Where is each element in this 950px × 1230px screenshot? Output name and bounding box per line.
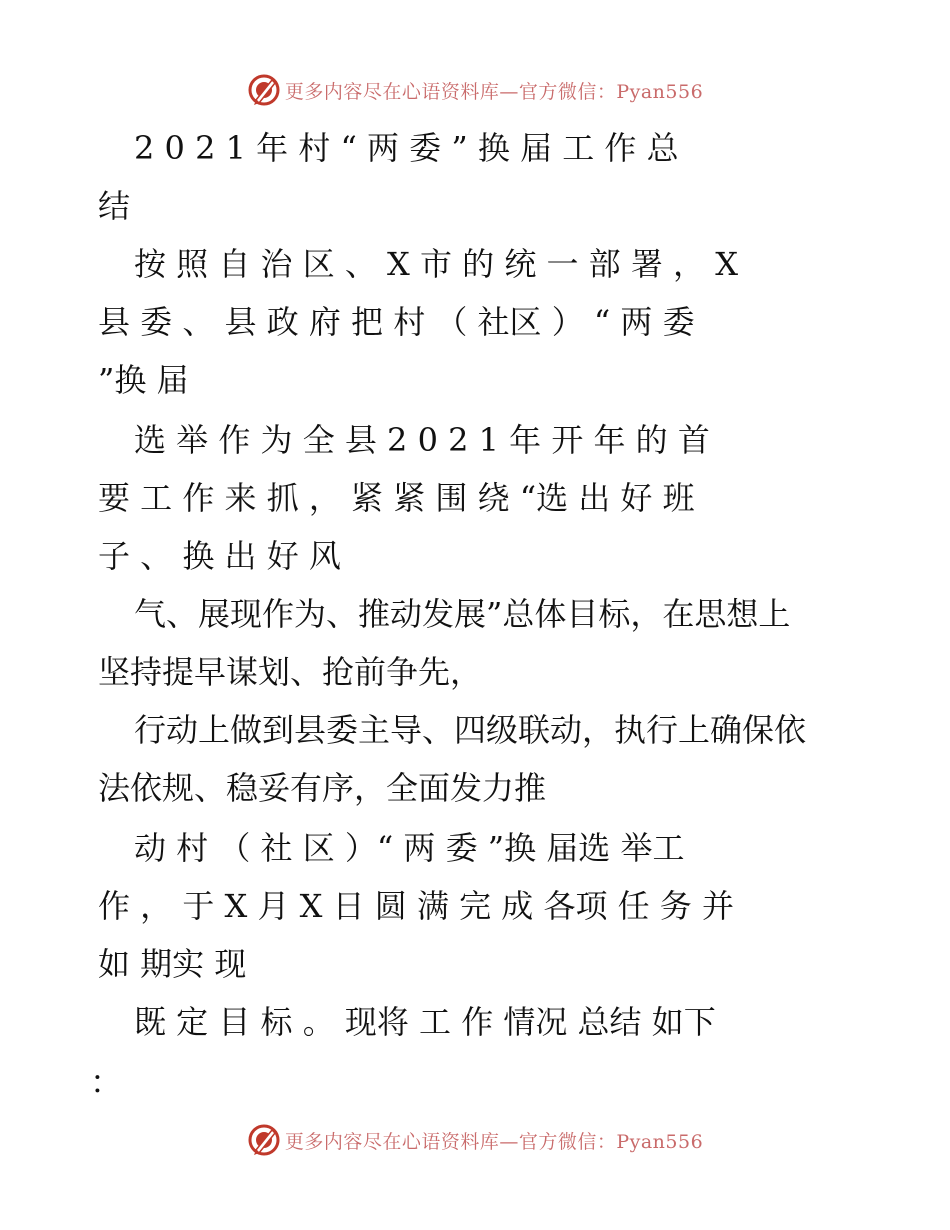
paragraph-line: 坚持提早谋划、抢前争先， [98,653,483,691]
paragraph-line: 要 工 作 来 抓 ， 紧 紧 围 绕 “选 出 好 班 [98,479,695,517]
paragraph-line: 法依规、稳妥有序，全面发力推 [98,769,547,807]
paragraph-line: ： [90,1063,123,1101]
paragraph-line: 子 、 换 出 好 风 [98,537,341,575]
header-watermark-text: 更多内容尽在心语资料库—官方微信：Pyan556 [284,80,704,103]
paragraph-line: 作 ， 于 X 月 X 日 圆 满 完 成 各项 任 务 并 [98,887,734,925]
paragraph-line: 如 期实 现 [98,945,247,983]
paragraph-line: 气、展现作为、推动发展”总体目标，在思想上 [134,595,791,633]
paragraph-line: 县 委 、 县 政 府 把 村 （ 社区 ） “ 两 委 [98,303,695,341]
title-line-2: 结 [98,187,131,225]
paragraph-line: 行动上做到县委主导、四级联动，执行上确保依 [134,711,807,749]
paragraph-line: 选 举 作 为 全 县 2 0 2 1 年 开 年 的 首 [134,421,710,459]
paragraph-line: 既 定 目 标 。 现将 工 作 情况 总结 如下 [134,1003,716,1041]
paragraph-line: ”换 届 [98,361,189,399]
footer-watermark-text: 更多内容尽在心语资料库—官方微信：Pyan556 [284,1130,704,1153]
footer-watermark [0,1120,950,1160]
pen-circle-logo-icon [247,1123,281,1157]
paragraph-line: 动 村 （ 社 区 ）“ 两 委 ”换 届选 举工 [134,829,685,867]
paragraph-line: 按 照 自 治 区 、 X 市 的 统 一 部 署 ， X [134,245,738,283]
title-line-1: 2 0 2 1 年 村 “ 两 委 ” 换 届 工 作 总 [134,129,679,167]
header-watermark [0,70,950,110]
pen-circle-logo-icon [247,73,281,107]
